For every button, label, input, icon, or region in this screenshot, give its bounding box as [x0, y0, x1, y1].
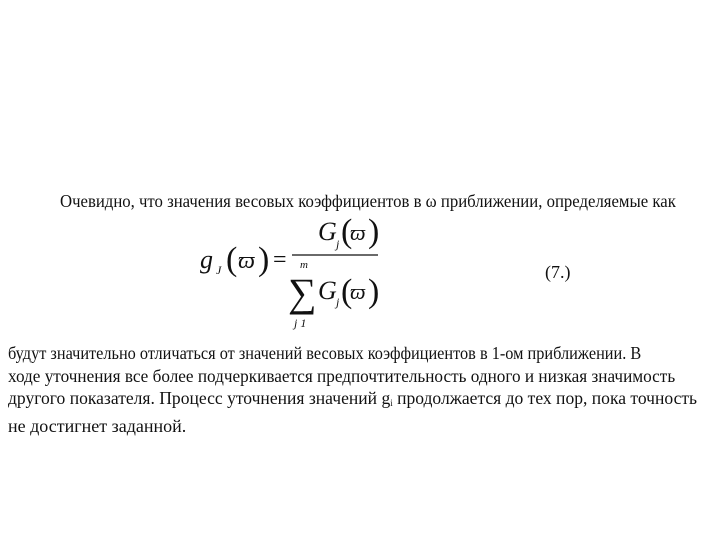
num-sub: j	[336, 237, 340, 251]
den-paren-open: (	[341, 273, 353, 310]
lhs-g: g	[200, 245, 213, 274]
lhs-paren-open: (	[226, 241, 238, 278]
body-line-3-start: другого показателя. Процесс уточнения значений g	[8, 388, 391, 408]
num-paren-open: (	[341, 213, 353, 250]
lhs-omega: ϖ	[238, 248, 255, 274]
equals-sign: =	[273, 247, 287, 273]
body-line-1: будут значительно отличаться от значений весовых коэффициентов в 1-ом приближении. В	[8, 343, 642, 363]
den-omega: ϖ	[350, 279, 366, 304]
lhs-paren-close: )	[258, 241, 270, 278]
num-paren-close: )	[368, 213, 380, 250]
sum-upper-limit: m	[300, 259, 308, 271]
equation-number: (7.)	[545, 262, 571, 282]
num-omega: ϖ	[350, 220, 366, 245]
formula-svg	[200, 210, 460, 335]
body-line-3-end: продолжается до тех пор, пока точность	[392, 388, 698, 408]
den-sub: j	[336, 295, 340, 309]
num-g: G	[318, 217, 337, 246]
sum-lower-limit: j 1	[294, 316, 307, 330]
den-paren-close: )	[368, 273, 380, 310]
weight-formula	[200, 210, 460, 335]
intro-paragraph: Очевидно, что значения весовых коэффициентов в ω приближении, определяемые как	[60, 191, 676, 211]
body-paragraph	[8, 342, 714, 437]
den-g: G	[318, 276, 337, 305]
body-line-4: не достигнет заданной.	[8, 415, 187, 436]
body-line-2: ходе уточнения все более подчеркивается предпочтительность одного и низкая значимость	[8, 365, 676, 386]
lhs-sub: J	[216, 263, 222, 277]
body-line-3	[8, 387, 696, 415]
sum-symbol: ∑	[288, 270, 317, 315]
g-subscript: i	[390, 398, 393, 408]
